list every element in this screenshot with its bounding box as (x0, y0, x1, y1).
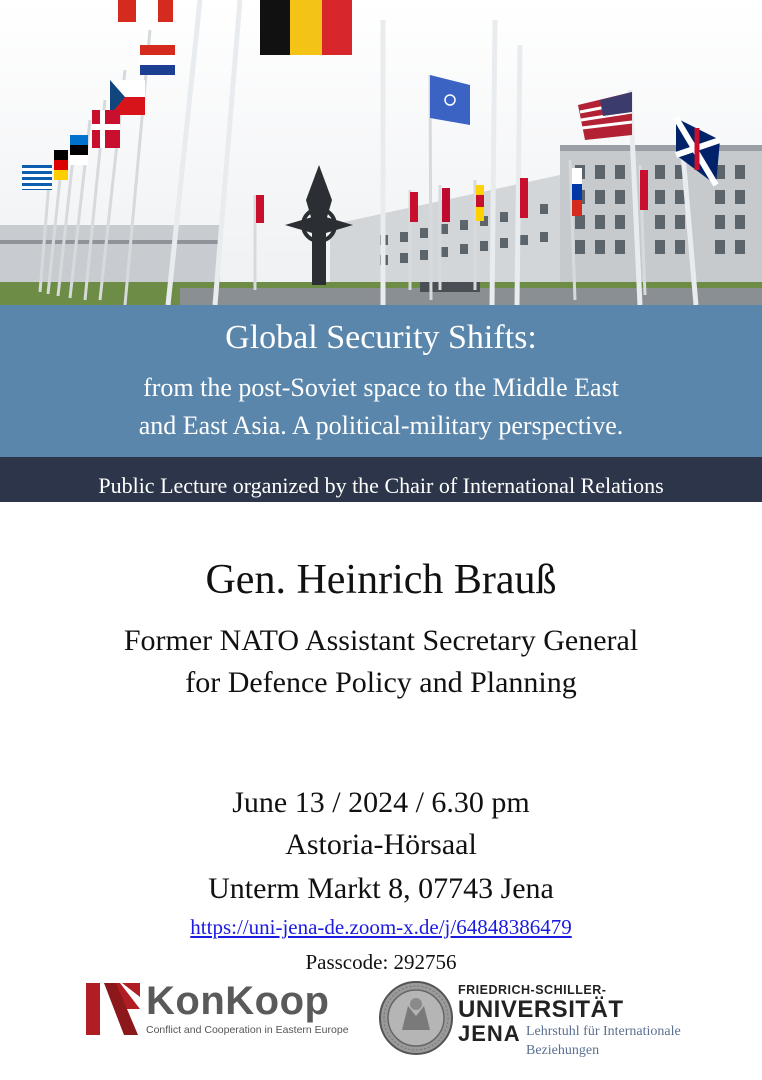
event-address: Unterm Markt 8, 07743 Jena (208, 872, 554, 905)
konkoop-logo (86, 979, 356, 1043)
event-date-time: June 13 / 2024 / 6.30 pm (232, 786, 530, 819)
title-band (0, 305, 762, 457)
organizer-text: Public Lecture organized by the Chair of International Relations (98, 473, 664, 498)
lecture-subtitle-line-1: from the post-Soviet space to the Middle East (143, 373, 619, 402)
lecture-subtitle (0, 369, 762, 445)
university-name-line-2: UNIVERSITÄT (458, 996, 624, 1023)
university-name-line-1: FRIEDRICH-SCHILLER- (458, 983, 607, 997)
konkoop-wordmark: KonKoop (146, 979, 330, 1023)
chair-name-line-2: Beziehungen (526, 1043, 600, 1058)
organizer-band (0, 457, 762, 502)
zoom-link[interactable] (0, 915, 762, 940)
konkoop-tagline: Conflict and Cooperation in Eastern Europe (146, 1024, 349, 1036)
chair-name (526, 1022, 681, 1060)
lecture-subtitle-line-2: and East Asia. A political-military perspective. (138, 411, 624, 440)
university-name-line-3: JENA (458, 1021, 521, 1046)
event-venue: Astoria-Hörsaal (285, 828, 477, 861)
header-photo-nato-flags (0, 0, 762, 305)
speaker-role (0, 620, 762, 704)
lecture-title: Global Security Shifts: (225, 319, 537, 356)
speaker-name: Gen. Heinrich Brauß (205, 557, 557, 603)
chair-name-line-1: Lehrstuhl für Internationale (526, 1024, 681, 1039)
speaker-role-line-2: for Defence Policy and Planning (185, 666, 577, 699)
zoom-passcode: Passcode: 292756 (305, 950, 457, 974)
university-seal-icon (378, 980, 454, 1056)
konkoop-mark-icon (86, 983, 140, 1035)
zoom-link-text[interactable]: https://uni-jena-de.zoom-x.de/j/64848386479 (190, 915, 572, 939)
speaker-role-line-1: Former NATO Assistant Secretary General (123, 624, 639, 657)
